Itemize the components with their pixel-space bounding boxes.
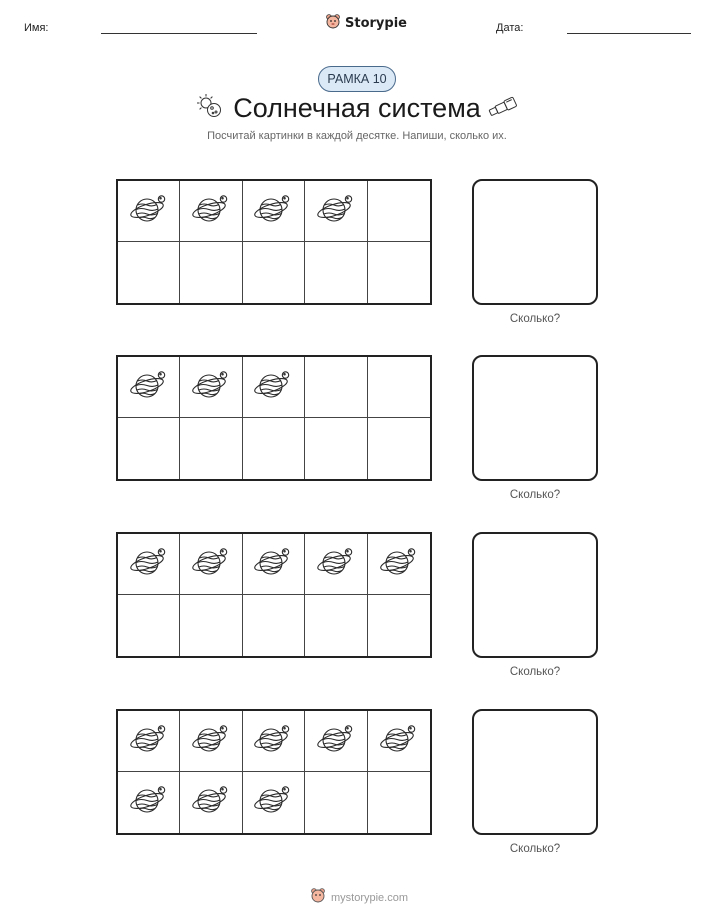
name-label: Имя: bbox=[24, 22, 49, 34]
planet-icon bbox=[129, 783, 169, 822]
ten-frame-4 bbox=[116, 709, 432, 835]
frame-cell bbox=[305, 772, 367, 833]
date-label: Дата: bbox=[496, 22, 524, 34]
frame-cell bbox=[243, 357, 305, 418]
frame-cell bbox=[368, 357, 430, 418]
planet-icon bbox=[191, 368, 231, 407]
frame-cell bbox=[243, 242, 305, 303]
planet-icon bbox=[316, 722, 356, 761]
frame-cell bbox=[118, 534, 180, 595]
frame-cell bbox=[243, 711, 305, 772]
frame-cell bbox=[368, 534, 430, 595]
frame-cell bbox=[368, 418, 430, 479]
frame-cell bbox=[180, 711, 242, 772]
planet-icon bbox=[379, 545, 419, 584]
how-many-label: Сколько? bbox=[509, 489, 561, 501]
frame-cell bbox=[243, 595, 305, 656]
frame-cell bbox=[118, 595, 180, 656]
answer-box-3[interactable] bbox=[472, 532, 598, 658]
answer-box-1[interactable] bbox=[472, 179, 598, 305]
frame-cell bbox=[368, 595, 430, 656]
brand-logo bbox=[325, 13, 407, 34]
planet-icon bbox=[191, 722, 231, 761]
page-title: Солнечная система bbox=[233, 93, 481, 123]
planet-icon bbox=[129, 722, 169, 761]
storypie-mascot-icon bbox=[325, 13, 341, 34]
how-many-label: Сколько? bbox=[509, 843, 561, 855]
frame-cell bbox=[305, 357, 367, 418]
frame-cell bbox=[368, 181, 430, 242]
how-many-label: Сколько? bbox=[509, 313, 561, 325]
planet-icon bbox=[129, 368, 169, 407]
answer-box-2[interactable] bbox=[472, 355, 598, 481]
frame-cell bbox=[118, 418, 180, 479]
answer-box-4[interactable] bbox=[472, 709, 598, 835]
frame-cell bbox=[180, 242, 242, 303]
how-many-label: Сколько? bbox=[509, 666, 561, 678]
planet-icon bbox=[129, 545, 169, 584]
frame-badge: РАМКА 10 bbox=[318, 66, 396, 92]
frame-cell bbox=[305, 242, 367, 303]
frame-cell bbox=[368, 711, 430, 772]
storypie-mascot-icon bbox=[310, 887, 326, 908]
frame-cell bbox=[180, 181, 242, 242]
footer bbox=[310, 887, 408, 908]
planet-icon bbox=[316, 192, 356, 231]
frame-cell bbox=[118, 181, 180, 242]
frame-cell bbox=[180, 534, 242, 595]
planet-icon bbox=[191, 783, 231, 822]
frame-cell bbox=[243, 418, 305, 479]
planet-icon bbox=[253, 545, 293, 584]
frame-cell bbox=[368, 772, 430, 833]
frame-cell bbox=[243, 772, 305, 833]
planet-icon bbox=[316, 545, 356, 584]
instructions: Посчитай картинки в каждой десятке. Напиши, сколько их. bbox=[207, 130, 507, 142]
ten-frame-1 bbox=[116, 179, 432, 305]
telescope-icon bbox=[486, 96, 520, 123]
frame-cell bbox=[118, 357, 180, 418]
planet-icon bbox=[379, 722, 419, 761]
name-field[interactable] bbox=[101, 33, 257, 34]
date-field[interactable] bbox=[567, 33, 691, 34]
frame-cell bbox=[118, 772, 180, 833]
frame-cell bbox=[305, 534, 367, 595]
frame-cell bbox=[180, 418, 242, 479]
frame-cell bbox=[243, 534, 305, 595]
planet-icon bbox=[253, 783, 293, 822]
planet-icon bbox=[191, 192, 231, 231]
frame-cell bbox=[118, 242, 180, 303]
planet-icon bbox=[191, 545, 231, 584]
frame-cell bbox=[305, 711, 367, 772]
planet-icon bbox=[253, 192, 293, 231]
frame-cell bbox=[243, 181, 305, 242]
planet-icon bbox=[129, 192, 169, 231]
frame-cell bbox=[305, 181, 367, 242]
ten-frame-3 bbox=[116, 532, 432, 658]
frame-cell bbox=[305, 595, 367, 656]
planet-icon bbox=[253, 722, 293, 761]
frame-cell bbox=[368, 242, 430, 303]
frame-cell bbox=[118, 711, 180, 772]
frame-cell bbox=[180, 772, 242, 833]
frame-cell bbox=[180, 595, 242, 656]
footer-url: mystorypie.com bbox=[331, 891, 409, 904]
brand-name: Storypie bbox=[345, 16, 407, 31]
ten-frame-2 bbox=[116, 355, 432, 481]
planet-icon bbox=[253, 368, 293, 407]
frame-cell bbox=[180, 357, 242, 418]
frame-cell bbox=[305, 418, 367, 479]
